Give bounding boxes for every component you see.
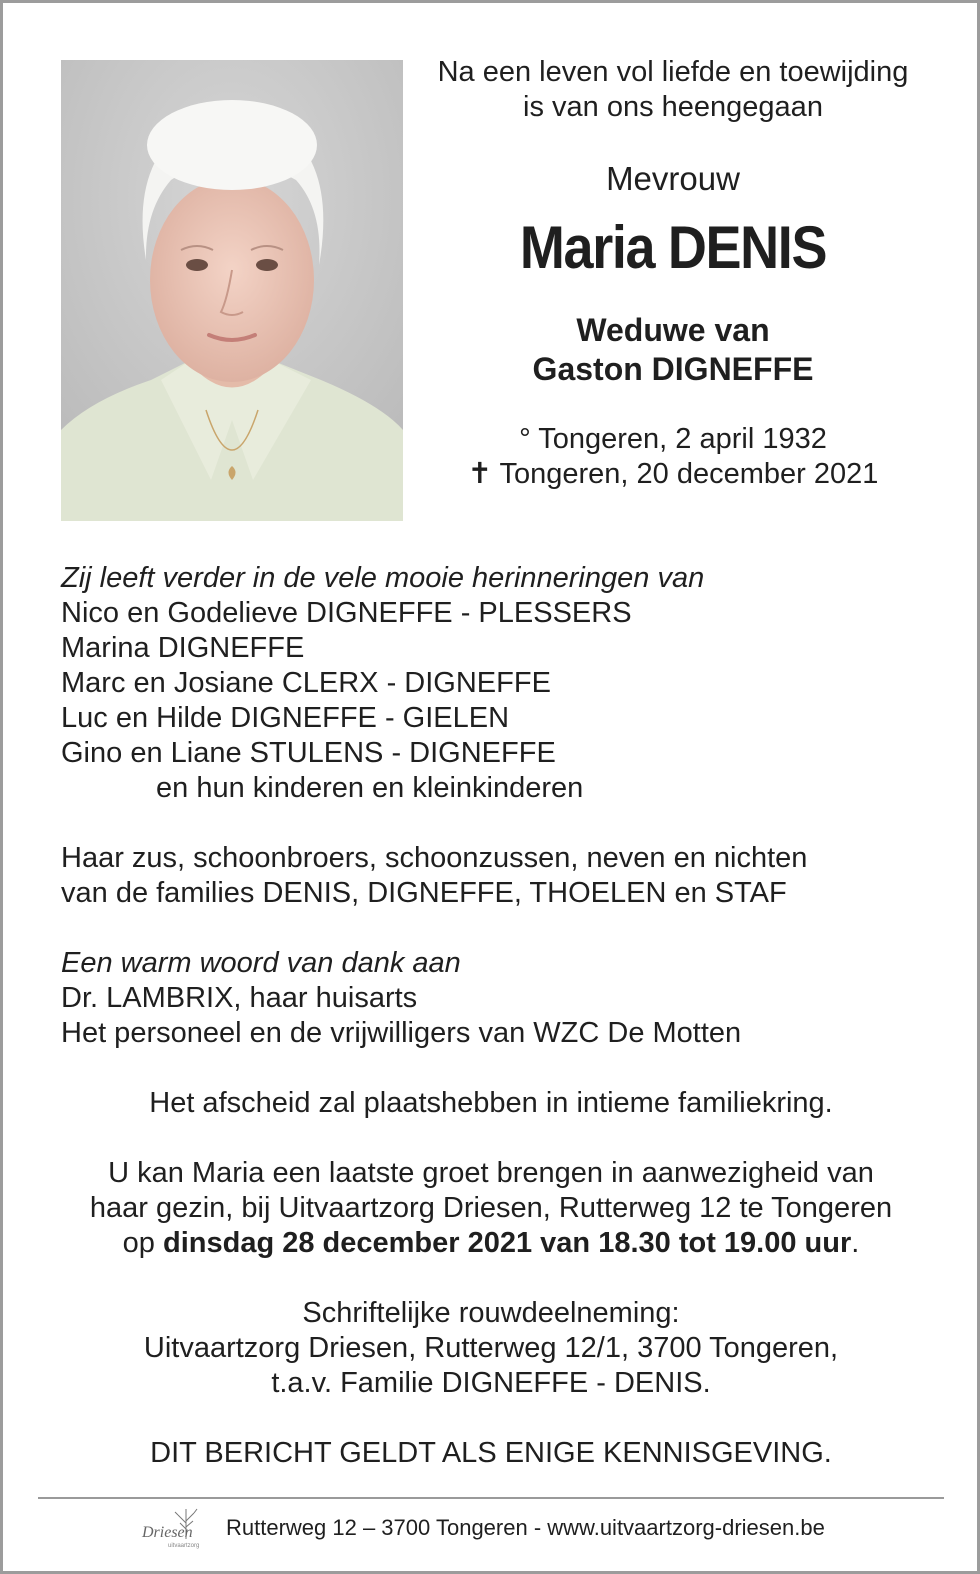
- body-text: [61, 561, 921, 1471]
- intro-line-2: is van ons heengegaan: [523, 91, 823, 123]
- farewell-notice: Het afscheid zal plaatshebben in intieme familiekring.: [149, 1087, 833, 1119]
- visit-datetime: dinsdag 28 december 2021 van 18.30 tot 19.00 uur: [162, 1227, 852, 1259]
- intro-line-1: Na een leven vol liefde en toewijding: [437, 56, 909, 88]
- death-date: ✝ Tongeren, 20 december 2021: [467, 458, 879, 490]
- life-dates: [413, 422, 933, 492]
- relatives-line-1: Haar zus, schoonbroers, schoonzussen, neven en nichten: [61, 842, 808, 874]
- visit-line-1: U kan Maria een laatste groet brengen in aanwezigheid van: [108, 1157, 874, 1189]
- thanks-intro: Een warm woord van dank aan: [61, 947, 461, 979]
- visit-suffix: .: [851, 1227, 860, 1259]
- footer: [138, 1503, 898, 1563]
- deceased-name: Maria DENIS: [519, 214, 827, 281]
- contact-info: Rutterweg 12 – 3700 Tongeren - www.uitvaartzorg-driesen.be: [226, 1515, 825, 1540]
- logo-wordmark: Driesen: [142, 1524, 193, 1541]
- condolence-line-2: Uitvaartzorg Driesen, Rutterweg 12/1, 3700 Tongeren,: [143, 1332, 839, 1364]
- thanks-line-1: Dr. LAMBRIX, haar huisarts: [61, 982, 418, 1014]
- portrait-illustration: [61, 60, 403, 521]
- family-member: Luc en Hilde DIGNEFFE - GIELEN: [61, 702, 510, 734]
- logo-subtext: uitvaartzorg: [168, 1543, 200, 1549]
- spouse-name: Gaston DIGNEFFE: [532, 351, 814, 387]
- honorific: Mevrouw: [606, 160, 740, 197]
- header-block: [413, 55, 933, 492]
- footer-divider: [38, 1497, 944, 1499]
- birth-date: ° Tongeren, 2 april 1932: [519, 423, 827, 455]
- family-intro: Zij leeft verder in de vele mooie herinneringen van: [61, 562, 705, 594]
- condolence-line-1: Schriftelijke rouwdeelneming:: [302, 1297, 680, 1329]
- family-member: Nico en Godelieve DIGNEFFE - PLESSERS: [61, 597, 632, 629]
- thanks-line-2: Het personeel en de vrijwilligers van WZC De Motten: [61, 1017, 742, 1049]
- grandchildren: en hun kinderen en kleinkinderen: [156, 772, 584, 804]
- portrait-photo: [61, 60, 403, 521]
- visit-line-3: [61, 1226, 921, 1261]
- family-member: Gino en Liane STULENS - DIGNEFFE: [61, 737, 556, 769]
- widow-of: [413, 311, 933, 389]
- funeral-home-logo: [138, 1503, 218, 1555]
- family-member: Marc en Josiane CLERX - DIGNEFFE: [61, 667, 551, 699]
- sole-notice: DIT BERICHT GELDT ALS ENIGE KENNISGEVING.: [150, 1437, 832, 1469]
- condolence-line-3: t.a.v. Familie DIGNEFFE - DENIS.: [271, 1367, 711, 1399]
- relatives-line-2: van de families DENIS, DIGNEFFE, THOELEN en STAF: [61, 877, 787, 909]
- visit-line-2: haar gezin, bij Uitvaartzorg Driesen, Rutterweg 12 te Tongeren: [89, 1192, 893, 1224]
- visit-prefix: op: [122, 1227, 163, 1259]
- widow-line-1: Weduwe van: [576, 312, 770, 348]
- family-member: Marina DIGNEFFE: [61, 632, 305, 664]
